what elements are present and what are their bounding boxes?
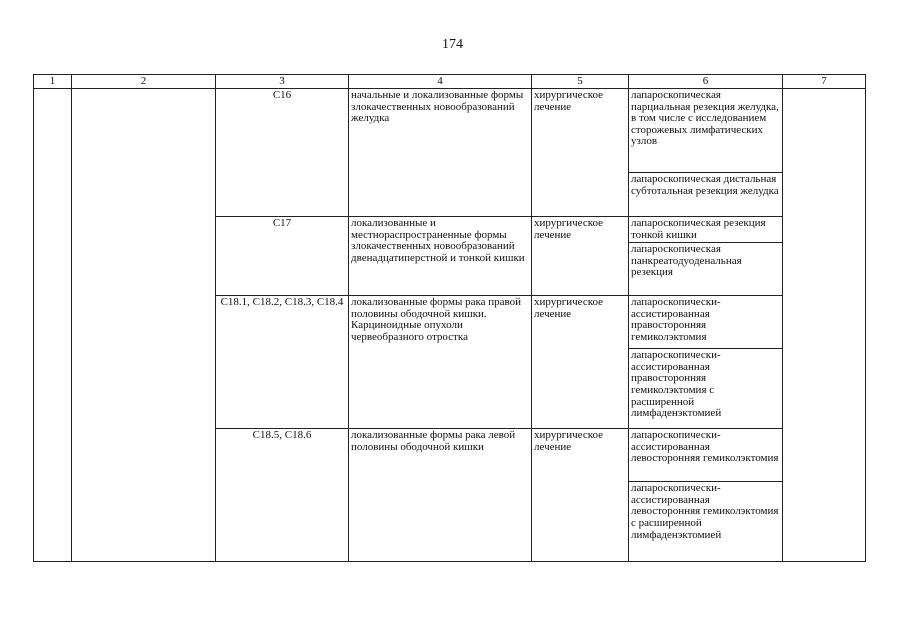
treatment-method-cell: лапароскопическая парциальная резекция желудка, в том числе с исследованием сторожевых лимфатических узлов	[629, 89, 783, 173]
diagnosis-code-cell: C16	[216, 89, 349, 217]
treatment-method-cell: лапароскопически-ассистированная левосторонняя гемиколэктомия с расширенной лимфаденэктомией	[629, 482, 783, 562]
medical-care-table	[33, 74, 866, 562]
diagnosis-code-cell: C18.1, C18.2, C18.3, C18.4	[216, 296, 349, 429]
treatment-method-cell: лапароскопическая дистальная субтотальная резекция желудка	[629, 173, 783, 217]
column-header: 7	[783, 75, 866, 89]
column-header: 6	[629, 75, 783, 89]
treatment-type-cell: хирургическое лечение	[532, 429, 629, 562]
patient-model-cell: локализованные формы рака правой половины ободочной кишки. Карциноидные опухоли червеобразного отростка	[349, 296, 532, 429]
treatment-method-cell: лапароскопически-ассистированная правосторонняя гемиколэктомия с расширенной лимфаденэктомией	[629, 349, 783, 429]
column-1-cell	[34, 89, 72, 562]
treatment-method-cell: лапароскопически-ассистированная правосторонняя гемиколэктомия	[629, 296, 783, 349]
column-header: 5	[532, 75, 629, 89]
treatment-method-cell: лапароскопическая панкреатодуоденальная резекция	[629, 243, 783, 296]
header-row	[34, 75, 866, 89]
treatment-type-cell: хирургическое лечение	[532, 296, 629, 429]
column-2-cell	[72, 89, 216, 562]
table-row	[34, 89, 866, 173]
treatment-method-cell: лапароскопически-ассистированная левосторонняя гемиколэктомия	[629, 429, 783, 482]
diagnosis-code-cell: C17	[216, 217, 349, 296]
diagnosis-code-cell: C18.5, C18.6	[216, 429, 349, 562]
patient-model-cell: начальные и локализованные формы злокачественных новообразований желудка	[349, 89, 532, 217]
treatment-type-cell: хирургическое лечение	[532, 217, 629, 296]
column-7-cell	[783, 89, 866, 562]
patient-model-cell: локализованные и местнораспространенные формы злокачественных новообразований двенадцатиперстной и тонкой кишки	[349, 217, 532, 296]
treatment-type-cell: хирургическое лечение	[532, 89, 629, 217]
column-header: 4	[349, 75, 532, 89]
column-header: 3	[216, 75, 349, 89]
column-header: 2	[72, 75, 216, 89]
patient-model-cell: локализованные формы рака левой половины ободочной кишки	[349, 429, 532, 562]
page-number: 174	[442, 37, 463, 52]
column-header: 1	[34, 75, 72, 89]
treatment-method-cell: лапароскопическая резекция тонкой кишки	[629, 217, 783, 243]
